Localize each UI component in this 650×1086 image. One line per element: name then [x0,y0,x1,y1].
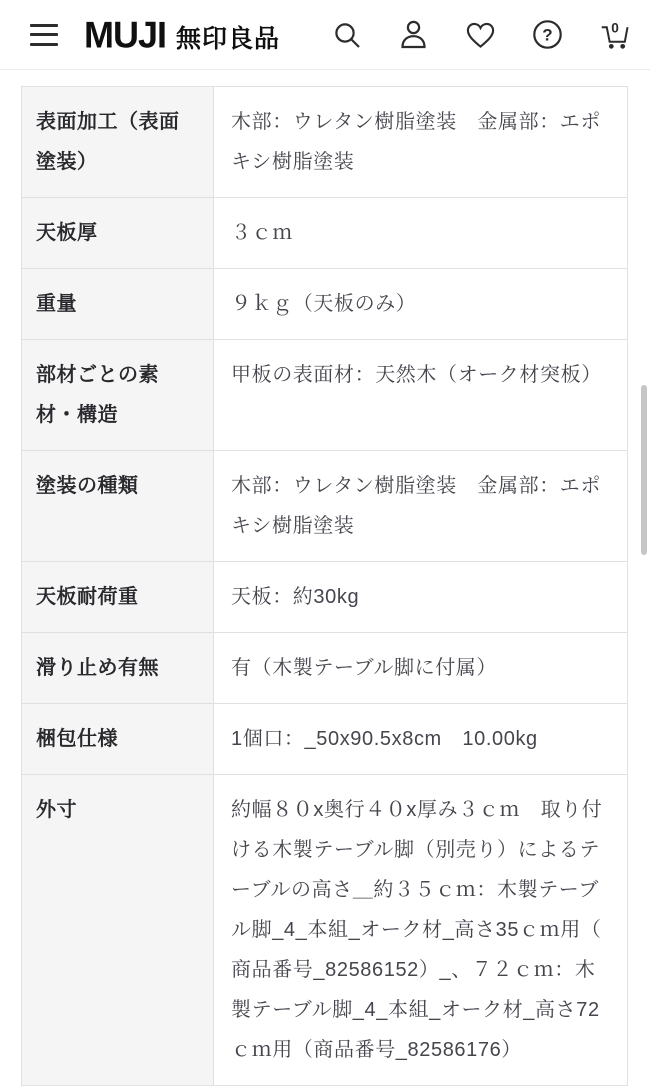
spec-row [22,562,628,633]
search-icon[interactable] [331,18,362,52]
cart-icon[interactable] [599,18,630,52]
svg-text:?: ? [542,25,553,45]
spec-value: 甲板の表面材：天然木（オーク材突板） [214,340,628,451]
spec-value: ３ｃｍ [214,198,628,269]
spec-label: 重量 [22,269,214,340]
spec-value: 木部：ウレタン樹脂塗装 金属部：エポキシ樹脂塗装 [214,451,628,562]
spec-label: 天板厚 [22,198,214,269]
spec-row [22,340,628,451]
spec-value: 天板：約30kg [214,562,628,633]
header-icon-group [331,18,630,52]
wishlist-heart-icon[interactable] [465,18,496,52]
muji-logo[interactable] [84,12,281,56]
logo-japanese-text: 無印良品 [176,24,281,53]
spec-row [22,269,628,340]
spec-value: 約幅８０x奥行４０x厚み３ｃｍ 取り付ける木製テーブル脚（別売り）によるテーブルの高さ＿約３５ｃｍ：木製テーブル脚_4_本組_オーク材_高さ35ｃｍ用（商品番号_82586152）_、７２ｃｍ：木製テーブル脚_4_本組_オーク材_高さ72ｃｍ用（商品番号_82586176） [214,775,628,1086]
spec-row [22,775,628,1086]
spec-row [22,451,628,562]
spec-value: 1個口：_50x90.5x8cm 10.00kg [214,704,628,775]
spec-label: 滑り止め有無 [22,633,214,704]
spec-label: 梱包仕様 [22,704,214,775]
spec-value: 有（木製テーブル脚に付属） [214,633,628,704]
spec-value: ９ｋｇ（天板のみ） [214,269,628,340]
logo-latin-text: MUJI [84,12,167,56]
spec-label: 表面加工（表面塗装） [22,87,214,198]
page-scrollbar-thumb[interactable] [641,385,647,555]
spec-label: 部材ごとの素材・構造 [22,340,214,451]
spec-row [22,633,628,704]
spec-value: 木部：ウレタン樹脂塗装 金属部：エポキシ樹脂塗装 [214,87,628,198]
hamburger-menu-icon[interactable] [30,24,58,46]
spec-row [22,704,628,775]
help-icon[interactable] [532,18,563,52]
spec-label: 外寸 [22,775,214,1086]
spec-row [22,87,628,198]
product-spec-table [21,86,628,1086]
spec-label: 塗装の種類 [22,451,214,562]
spec-label: 天板耐荷重 [22,562,214,633]
spec-row [22,198,628,269]
site-header [0,0,650,70]
cart-count-badge: 0 [611,20,619,36]
account-icon[interactable] [398,18,429,52]
